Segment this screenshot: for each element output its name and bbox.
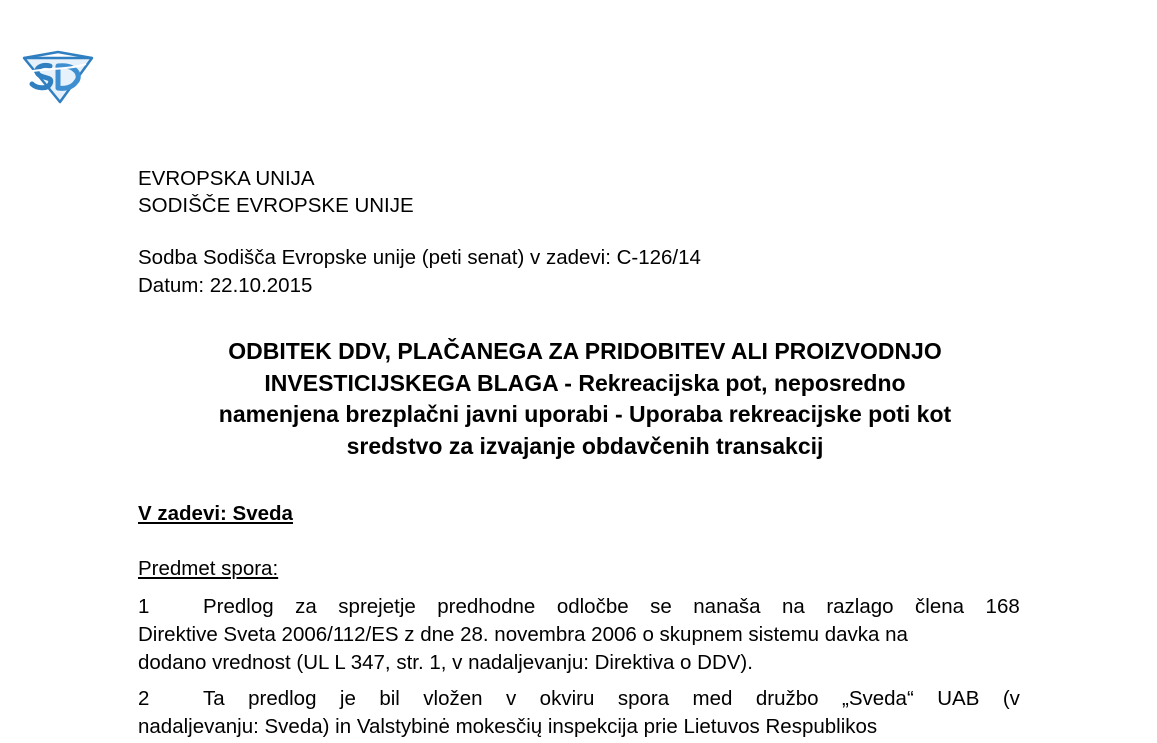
paragraph-number: 1 [138, 595, 150, 618]
header-union: EVROPSKA UNIJA [138, 167, 315, 190]
document-title [120, 336, 1050, 462]
company-logo [20, 48, 96, 104]
case-info [138, 244, 701, 300]
paragraph-1-line-3: dodano vrednost (UL L 347, str. 1, v nadaljevanju: Direktiva o DDV). [138, 651, 753, 674]
title-line-3: namenjena brezplačni javni uporabi - Uporaba rekreacijske poti kot [218, 401, 952, 427]
paragraph-text: Predlog za sprejetje predhodne odločbe se nanaša na razlago člena 168 [203, 595, 1020, 618]
title-line-2: INVESTICIJSKEGA BLAGA - Rekreacijska pot, neposredno [264, 369, 906, 396]
case-heading: V zadevi: Sveda [138, 502, 293, 525]
court-header [138, 165, 414, 219]
title-line-1: ODBITEK DDV, PLAČANEGA ZA PRIDOBITEV ALI PROIZVODNJO [228, 338, 942, 364]
case-judgment: Sodba Sodišča Evropske unije (peti senat) v zadevi: C-126/14 [138, 246, 701, 269]
subject-heading: Predmet spora: [138, 557, 279, 580]
paragraph-text: Ta predlog je bil vložen v okviru spora med družbo „Sveda“ UAB (v [203, 687, 1020, 710]
paragraph-1 [138, 593, 1020, 677]
header-court: SODIŠČE EVROPSKE UNIJE [138, 194, 414, 217]
paragraph-2 [138, 685, 1020, 741]
paragraph-2-line-1 [138, 685, 1020, 713]
paragraph-number: 2 [138, 687, 150, 710]
paragraph-1-line-1 [138, 593, 1020, 621]
paragraph-1-line-2: Direktive Sveta 2006/112/ES z dne 28. novembra 2006 o skupnem sistemu davka na [138, 623, 908, 646]
paragraph-2-line-2: nadaljevanju: Sveda) in Valstybinė mokesčių inspekcija prie Lietuvos Respublikos [138, 715, 878, 738]
case-date: Datum: 22.10.2015 [138, 274, 313, 297]
title-line-4: sredstvo za izvajanje obdavčenih transakcij [346, 432, 824, 459]
